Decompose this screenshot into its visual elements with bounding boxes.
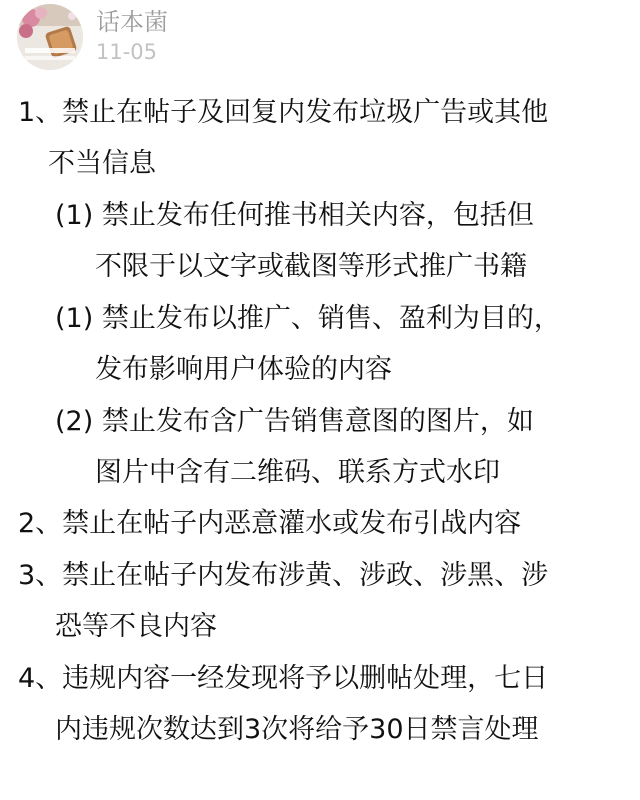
content-line: (1) 禁止发布任何推书相关内容，包括但 xyxy=(55,200,534,231)
content-line: 1、禁止在帖子及回复内发布垃圾广告或其他 xyxy=(18,97,549,128)
content-line: (2) 禁止发布含广告销售意图的图片，如 xyxy=(55,406,534,437)
post-date: 11-05 xyxy=(96,40,158,64)
content-line: 3、禁止在帖子内发布涉黄、涉政、涉黑、涉 xyxy=(18,560,549,591)
content-line: 恐等不良内容 xyxy=(55,611,217,642)
author-name[interactable]: 话本菌 xyxy=(96,8,168,36)
content-line: (1) 禁止发布以推广、销售、盈利为目的， xyxy=(55,303,561,334)
content-line: 4、违规内容一经发现将予以删帖处理，七日 xyxy=(18,663,549,694)
content-line: 内违规次数达到3次将给予30日禁言处理 xyxy=(55,714,539,745)
content-line: 2、禁止在帖子内恶意灌水或发布引战内容 xyxy=(18,508,522,539)
content-line: 发布影响用户体验的内容 xyxy=(95,354,392,385)
content-line: 不限于以文字或截图等形式推广书籍 xyxy=(95,251,527,282)
content-line: 图片中含有二维码、联系方式水印 xyxy=(95,457,500,488)
content-line: 不当信息 xyxy=(48,148,156,179)
